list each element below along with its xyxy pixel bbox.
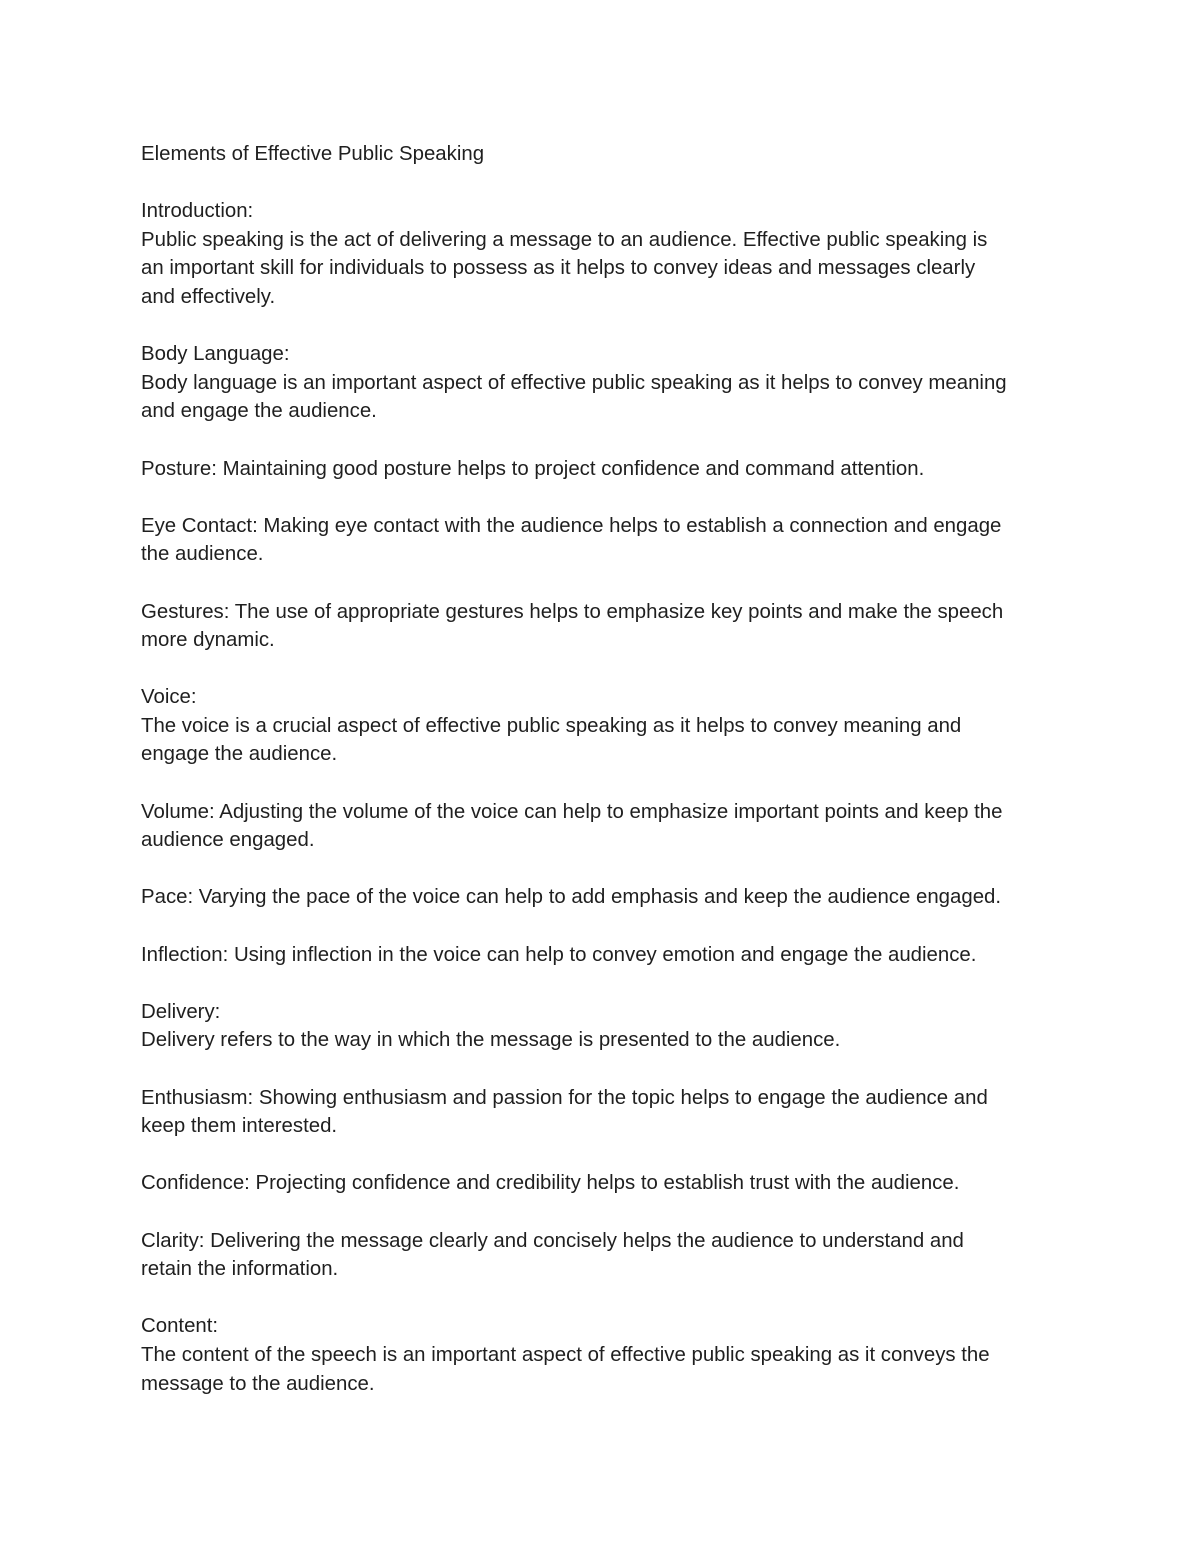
paragraph-line: Pace: Varying the pace of the voice can help to add emphasis and keep the audience engaged.: [141, 886, 1002, 909]
paragraph-line: message to the audience.: [141, 1372, 375, 1395]
item-gestures: [141, 598, 1071, 655]
paragraph-line: Public speaking is the act of delivering a message to an audience. Effective public speaking is: [141, 228, 988, 251]
blank-line: [141, 912, 1071, 941]
section-heading: Voice:: [141, 686, 197, 709]
paragraph-line: Volume: Adjusting the volume of the voice can help to emphasize important points and keep the: [141, 800, 1003, 823]
paragraph-line: Eye Contact: Making eye contact with the audience helps to establish a connection and engage: [141, 514, 1002, 537]
blank-line: [141, 1141, 1071, 1170]
item-pace: [141, 883, 1071, 912]
blank-line: [141, 483, 1071, 512]
item-clarity: [141, 1227, 1071, 1284]
paragraph-line: keep them interested.: [141, 1115, 338, 1138]
paragraph-line: Gestures: The use of appropriate gestures helps to emphasize key points and make the speech: [141, 600, 1004, 623]
paragraph-line: Clarity: Delivering the message clearly and concisely helps the audience to understand and: [141, 1229, 964, 1252]
paragraph-line: audience engaged.: [141, 829, 315, 852]
item-enthusiasm: [141, 1084, 1071, 1141]
paragraph-line: Confidence: Projecting confidence and credibility helps to establish trust with the audience.: [141, 1172, 960, 1195]
paragraph-line: Delivery refers to the way in which the message is presented to the audience.: [141, 1029, 841, 1052]
paragraph-line: Body language is an important aspect of effective public speaking as it helps to convey meaning: [141, 371, 1007, 394]
item-posture: [141, 455, 1071, 484]
blank-line: [141, 769, 1071, 798]
paragraph-line: the audience.: [141, 543, 264, 566]
section-introduction: [141, 197, 1071, 311]
section-content: [141, 1312, 1071, 1398]
blank-line: [141, 1055, 1071, 1084]
blank-line: [141, 569, 1071, 598]
item-inflection: [141, 941, 1071, 970]
section-heading: Body Language:: [141, 343, 290, 366]
paragraph-line: The content of the speech is an important aspect of effective public speaking as it conveys the: [141, 1343, 990, 1366]
paragraph-line: Inflection: Using inflection in the voice can help to convey emotion and engage the audience.: [141, 943, 977, 966]
blank-line: [141, 1284, 1071, 1313]
paragraph-line: and engage the audience.: [141, 400, 377, 423]
document-body: [141, 140, 1071, 1398]
section-voice: [141, 683, 1071, 769]
item-confidence: [141, 1169, 1071, 1198]
section-delivery: [141, 998, 1071, 1055]
section-heading: Introduction:: [141, 200, 254, 223]
blank-line: [141, 169, 1071, 198]
item-eye-contact: [141, 512, 1071, 569]
paragraph-line: an important skill for individuals to possess as it helps to convey ideas and messages clearly: [141, 257, 976, 280]
blank-line: [141, 1198, 1071, 1227]
paragraph-line: engage the audience.: [141, 743, 338, 766]
item-volume: [141, 798, 1071, 855]
blank-line: [141, 312, 1071, 341]
blank-line: [141, 426, 1071, 455]
paragraph-line: The voice is a crucial aspect of effective public speaking as it helps to convey meaning and: [141, 714, 962, 737]
paragraph-line: retain the information.: [141, 1258, 339, 1281]
blank-line: [141, 969, 1071, 998]
document-title: Elements of Effective Public Speaking: [141, 143, 485, 165]
paragraph-line: Enthusiasm: Showing enthusiasm and passion for the topic helps to engage the audience and: [141, 1086, 988, 1109]
blank-line: [141, 655, 1071, 684]
paragraph-line: and effectively.: [141, 285, 276, 308]
section-heading: Delivery:: [141, 1000, 221, 1023]
paragraph-line: more dynamic.: [141, 629, 275, 652]
section-body-language: [141, 340, 1071, 426]
paragraph-line: Posture: Maintaining good posture helps to project confidence and command attention.: [141, 457, 925, 480]
section-heading: Content:: [141, 1315, 219, 1338]
blank-line: [141, 855, 1071, 884]
